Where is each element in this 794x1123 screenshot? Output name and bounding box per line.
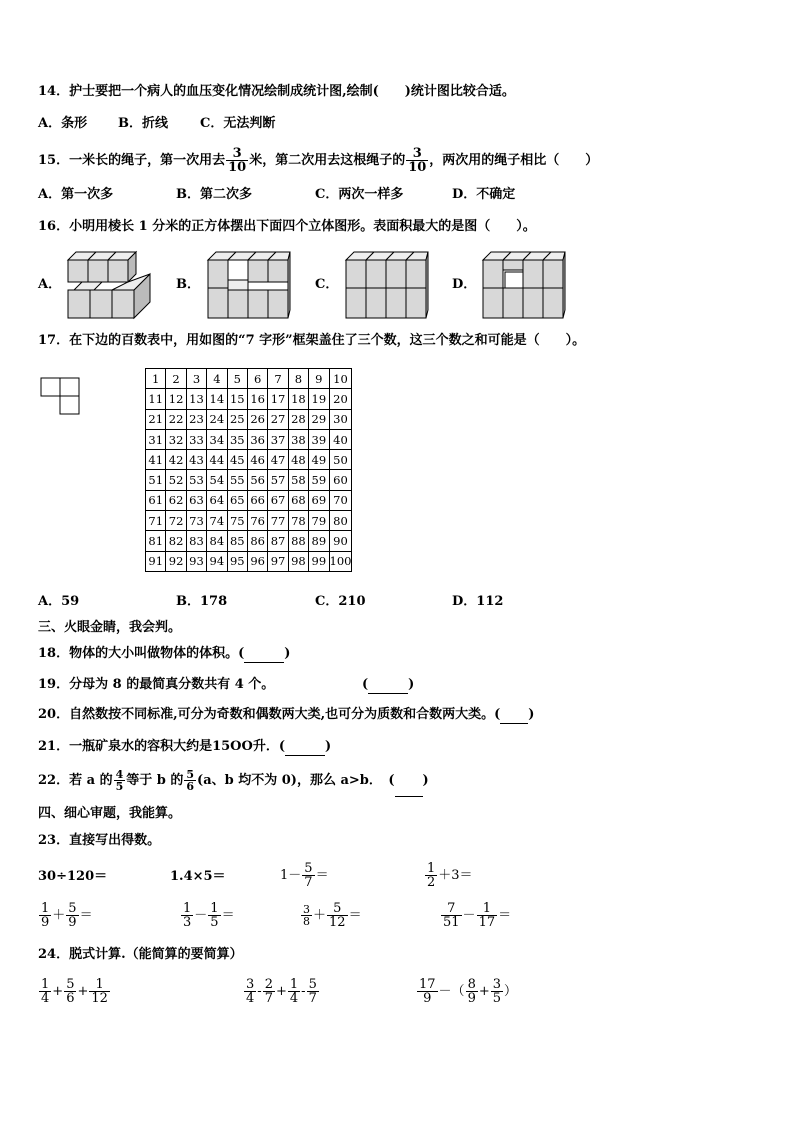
table-cell: 81 bbox=[146, 531, 166, 551]
hundred-number-table bbox=[145, 368, 352, 572]
table-row bbox=[146, 551, 352, 571]
denominator: 6 bbox=[186, 780, 195, 793]
plus: ＋ bbox=[52, 908, 66, 923]
table-cell: 12 bbox=[166, 389, 186, 409]
table-cell: 32 bbox=[166, 429, 186, 449]
table-row bbox=[146, 531, 352, 551]
q21-answer-blank[interactable] bbox=[285, 739, 325, 756]
minus: － bbox=[194, 908, 208, 923]
close-paren: ) bbox=[284, 646, 291, 661]
plus: + bbox=[52, 984, 64, 999]
denominator: 2 bbox=[427, 875, 436, 890]
table-row bbox=[146, 450, 352, 470]
table-cell: 7 bbox=[268, 369, 288, 389]
table-cell: 72 bbox=[166, 511, 186, 531]
table-cell: 26 bbox=[247, 409, 267, 429]
denominator: 6 bbox=[66, 991, 75, 1006]
q23-expr-1: 30÷120＝ bbox=[38, 869, 108, 884]
table-cell: 55 bbox=[227, 470, 247, 490]
q20-answer-blank[interactable] bbox=[500, 707, 528, 724]
table-cell: 85 bbox=[227, 531, 247, 551]
plus: + bbox=[77, 984, 89, 999]
equals: ＝ bbox=[79, 908, 93, 923]
denominator: 7 bbox=[264, 991, 273, 1006]
q15-mid: 米，第二次用去这根绳子的 bbox=[249, 153, 406, 168]
numerator: 5 bbox=[186, 768, 195, 781]
table-cell: 92 bbox=[166, 551, 186, 571]
table-cell: 30 bbox=[329, 409, 352, 429]
table-cell: 37 bbox=[268, 429, 288, 449]
table-cell: 70 bbox=[329, 490, 352, 510]
table-cell: 69 bbox=[309, 490, 329, 510]
table-cell: 61 bbox=[146, 490, 166, 510]
q15-pre: 15．一米长的绳子，第一次用去 bbox=[38, 153, 226, 168]
table-cell: 94 bbox=[207, 551, 227, 571]
numerator: 1 bbox=[89, 978, 110, 992]
table-cell: 86 bbox=[247, 531, 267, 551]
q15-post: ，两次用的绳子相比（ ） bbox=[429, 153, 599, 168]
table-cell: 90 bbox=[329, 531, 352, 551]
denominator: 4 bbox=[41, 991, 50, 1006]
table-cell: 58 bbox=[288, 470, 308, 490]
fraction bbox=[181, 902, 193, 929]
table-cell: 1 bbox=[146, 369, 166, 389]
equals: ＝ bbox=[315, 868, 329, 883]
table-cell: 21 bbox=[146, 409, 166, 429]
table-cell: 97 bbox=[268, 551, 288, 571]
section-4-heading: 四、细心审题，我能算。 bbox=[38, 806, 182, 821]
table-cell: 87 bbox=[268, 531, 288, 551]
q15-option-b: B．第二次多 bbox=[176, 187, 252, 202]
table-cell: 23 bbox=[186, 409, 206, 429]
table-cell: 39 bbox=[309, 429, 329, 449]
table-cell: 24 bbox=[207, 409, 227, 429]
denominator: 10 bbox=[408, 160, 427, 175]
q15-fraction-1 bbox=[226, 147, 248, 174]
fraction bbox=[491, 978, 503, 1005]
table-cell: 15 bbox=[227, 389, 247, 409]
numerator: 5 bbox=[327, 902, 348, 916]
table-cell: 48 bbox=[288, 450, 308, 470]
table-cell: 31 bbox=[146, 429, 166, 449]
table-cell: 74 bbox=[207, 511, 227, 531]
q16-label-b: B． bbox=[176, 277, 200, 292]
table-cell: 41 bbox=[146, 450, 166, 470]
q24-expr-3 bbox=[416, 972, 517, 1012]
table-cell: 84 bbox=[207, 531, 227, 551]
numerator: 7 bbox=[441, 902, 462, 916]
table-cell: 79 bbox=[309, 511, 329, 531]
table-cell: 98 bbox=[288, 551, 308, 571]
cube-figure-a bbox=[66, 250, 154, 322]
table-cell: 62 bbox=[166, 490, 186, 510]
table-cell: 75 bbox=[227, 511, 247, 531]
q19-answer-blank[interactable] bbox=[368, 677, 408, 694]
q23-expr-5 bbox=[38, 896, 93, 936]
equals: ＝ bbox=[498, 908, 512, 923]
q23-expr-3 bbox=[280, 856, 329, 896]
numerator: 1 bbox=[210, 901, 219, 916]
q16-label-d: D． bbox=[452, 277, 477, 292]
q23-title: 23．直接写出得数。 bbox=[38, 833, 161, 848]
q17-option-b: B．178 bbox=[176, 594, 228, 609]
table-cell: 43 bbox=[186, 450, 206, 470]
table-cell: 52 bbox=[166, 470, 186, 490]
close-paren: ) bbox=[422, 773, 429, 788]
table-cell: 51 bbox=[146, 470, 166, 490]
q14-text: 14．护士要把一个病人的血压变化情况绘制成统计图,绘制( )统计图比较合适。 bbox=[38, 84, 515, 99]
table-row bbox=[146, 409, 352, 429]
table-cell: 13 bbox=[186, 389, 206, 409]
table-cell: 2 bbox=[166, 369, 186, 389]
fraction bbox=[39, 902, 51, 929]
q23-expr-4 bbox=[424, 856, 473, 896]
table-cell: 59 bbox=[309, 470, 329, 490]
denominator: 51 bbox=[443, 915, 460, 930]
table-row bbox=[146, 389, 352, 409]
table-row bbox=[146, 369, 352, 389]
fraction bbox=[66, 902, 78, 929]
table-cell: 34 bbox=[207, 429, 227, 449]
q16-label-c: C． bbox=[315, 277, 339, 292]
q18-text bbox=[38, 646, 290, 663]
fraction bbox=[327, 902, 348, 929]
numerator: 3 bbox=[406, 147, 428, 161]
numerator: 3 bbox=[246, 977, 255, 992]
q22-answer-blank[interactable] bbox=[395, 766, 423, 797]
table-cell: 8 bbox=[288, 369, 308, 389]
table-cell: 28 bbox=[288, 409, 308, 429]
fraction bbox=[425, 862, 437, 889]
table-cell: 14 bbox=[207, 389, 227, 409]
q24-expr-1 bbox=[38, 972, 111, 1012]
q16-text: 16．小明用棱长 1 分米的正方体摆出下面四个立体图形。表面积最大的是图（ ）。 bbox=[38, 219, 536, 234]
q22-fraction-2 bbox=[184, 769, 196, 792]
q23-expr-2: 1.4×5＝ bbox=[170, 869, 226, 884]
cube-figure-d bbox=[479, 250, 569, 322]
q19-text: 19．分母为 8 的最简真分数共有 4 个。 bbox=[38, 677, 275, 692]
table-cell: 42 bbox=[166, 450, 186, 470]
table-cell: 47 bbox=[268, 450, 288, 470]
table-cell: 9 bbox=[309, 369, 329, 389]
table-cell: 3 bbox=[186, 369, 206, 389]
table-cell: 22 bbox=[166, 409, 186, 429]
minus-paren: －（ bbox=[438, 984, 465, 999]
table-row bbox=[146, 429, 352, 449]
denominator: 9 bbox=[423, 991, 432, 1006]
numerator: 1 bbox=[183, 901, 192, 916]
q23-expr-8 bbox=[440, 896, 511, 936]
equals: ＝ bbox=[348, 908, 362, 923]
table-cell: 67 bbox=[268, 490, 288, 510]
numerator: 5 bbox=[66, 977, 75, 992]
table-cell: 93 bbox=[186, 551, 206, 571]
q20-statement: 20．自然数按不同标准,可分为奇数和偶数两大类,也可分为质数和合数两大类。( bbox=[38, 707, 501, 722]
fraction bbox=[39, 978, 51, 1005]
q17-option-a: A．59 bbox=[38, 594, 80, 609]
numerator: 1 bbox=[427, 861, 436, 876]
table-cell: 83 bbox=[186, 531, 206, 551]
q23-expr-6 bbox=[180, 896, 235, 936]
table-cell: 4 bbox=[207, 369, 227, 389]
cube-figure-c bbox=[342, 250, 432, 322]
q16-label-a: A． bbox=[38, 277, 62, 292]
table-row bbox=[146, 511, 352, 531]
q21-text bbox=[38, 739, 331, 756]
close-paren: ) bbox=[324, 739, 332, 754]
table-cell: 77 bbox=[268, 511, 288, 531]
seven-shape-frame bbox=[40, 377, 82, 415]
table-cell: 65 bbox=[227, 490, 247, 510]
table-cell: 38 bbox=[288, 429, 308, 449]
table-cell: 25 bbox=[227, 409, 247, 429]
fraction bbox=[302, 862, 314, 889]
table-cell: 89 bbox=[309, 531, 329, 551]
plus: ＋ bbox=[313, 908, 327, 923]
table-cell: 20 bbox=[329, 389, 352, 409]
minus: － bbox=[462, 908, 476, 923]
denominator: 7 bbox=[304, 875, 313, 890]
numerator: 3 bbox=[226, 147, 248, 161]
expr-text: 1－ bbox=[280, 868, 302, 883]
denominator: 5 bbox=[210, 915, 219, 930]
denominator: 5 bbox=[115, 780, 124, 793]
denominator: 9 bbox=[467, 991, 476, 1006]
table-cell: 33 bbox=[186, 429, 206, 449]
denominator: 4 bbox=[246, 991, 255, 1006]
q22-fraction-1 bbox=[114, 769, 126, 792]
numerator: 1 bbox=[289, 977, 299, 992]
denominator: 12 bbox=[91, 991, 108, 1006]
fraction bbox=[301, 904, 312, 927]
table-cell: 63 bbox=[186, 490, 206, 510]
numerator: 8 bbox=[467, 977, 476, 992]
q18-statement: 18．物体的大小叫做物体的体积。( bbox=[38, 646, 245, 661]
table-cell: 49 bbox=[309, 450, 329, 470]
table-cell: 10 bbox=[329, 369, 352, 389]
table-cell: 57 bbox=[268, 470, 288, 490]
numerator: 1 bbox=[477, 902, 498, 916]
fraction bbox=[441, 902, 462, 929]
table-cell: 88 bbox=[288, 531, 308, 551]
q20-text bbox=[38, 707, 534, 724]
close-paren: ) bbox=[408, 677, 415, 692]
q17-option-d: D．112 bbox=[452, 594, 504, 609]
denominator: 9 bbox=[68, 915, 77, 930]
fraction bbox=[417, 978, 438, 1005]
table-cell: 40 bbox=[329, 429, 352, 449]
table-cell: 91 bbox=[146, 551, 166, 571]
q14-option-a: A．条形 bbox=[38, 116, 88, 131]
table-cell: 80 bbox=[329, 511, 352, 531]
table-cell: 99 bbox=[309, 551, 329, 571]
q18-answer-blank[interactable] bbox=[244, 646, 284, 663]
q17-text: 17．在下边的百数表中，用如图的“7 字形”框架盖住了三个数，这三个数之和可能是（ ）。 bbox=[38, 333, 586, 348]
q22-post: (a、b 均不为 0)，那么 a>b． ( bbox=[197, 773, 395, 788]
table-cell: 82 bbox=[166, 531, 186, 551]
q14-option-b: B．折线 bbox=[118, 116, 168, 131]
numerator: 5 bbox=[68, 901, 77, 916]
table-cell: 27 bbox=[268, 409, 288, 429]
q24-title: 24．脱式计算.（能简算的要简算） bbox=[38, 947, 243, 962]
denominator: 8 bbox=[303, 915, 310, 928]
minus: - bbox=[257, 984, 262, 999]
denominator: 10 bbox=[228, 160, 247, 175]
q15-question bbox=[38, 146, 598, 176]
denominator: 12 bbox=[329, 915, 346, 930]
table-row bbox=[146, 470, 352, 490]
denominator: 17 bbox=[478, 915, 496, 930]
fraction bbox=[466, 978, 478, 1005]
numerator: 1 bbox=[41, 977, 50, 992]
fraction bbox=[288, 978, 300, 1005]
denominator: 5 bbox=[492, 991, 502, 1006]
numerator: 5 bbox=[304, 861, 313, 876]
table-cell: 64 bbox=[207, 490, 227, 510]
q15-option-d: D．不确定 bbox=[452, 187, 516, 202]
table-cell: 53 bbox=[186, 470, 206, 490]
table-cell: 54 bbox=[207, 470, 227, 490]
table-cell: 35 bbox=[227, 429, 247, 449]
denominator: 4 bbox=[289, 991, 299, 1006]
fraction bbox=[307, 978, 319, 1005]
q22-pre: 22．若 a 的 bbox=[38, 773, 113, 788]
numerator: 3 bbox=[492, 977, 502, 992]
fraction bbox=[208, 902, 220, 929]
q19-answer: ( ) bbox=[362, 677, 415, 692]
q17-option-c: C．210 bbox=[315, 594, 366, 609]
table-cell: 66 bbox=[247, 490, 267, 510]
table-row bbox=[146, 490, 352, 510]
table-cell: 73 bbox=[186, 511, 206, 531]
section-3-heading: 三、火眼金睛，我会判。 bbox=[38, 620, 182, 635]
close-paren: ) bbox=[528, 707, 535, 722]
q22-text bbox=[38, 766, 429, 797]
q15-option-a: A．第一次多 bbox=[38, 187, 114, 202]
q22-mid: 等于 b 的 bbox=[126, 773, 184, 788]
q23-expr-7 bbox=[300, 896, 362, 936]
table-cell: 45 bbox=[227, 450, 247, 470]
table-cell: 50 bbox=[329, 450, 352, 470]
table-cell: 60 bbox=[329, 470, 352, 490]
q15-option-c: C．两次一样多 bbox=[315, 187, 404, 202]
minus: - bbox=[301, 984, 306, 999]
numerator: 3 bbox=[303, 903, 310, 916]
table-cell: 68 bbox=[288, 490, 308, 510]
numerator: 17 bbox=[419, 977, 436, 992]
table-cell: 100 bbox=[329, 551, 352, 571]
fraction bbox=[477, 902, 498, 929]
equals: ＝ bbox=[221, 908, 235, 923]
denominator: 3 bbox=[183, 915, 192, 930]
numerator: 5 bbox=[308, 977, 317, 992]
table-cell: 18 bbox=[288, 389, 308, 409]
table-cell: 17 bbox=[268, 389, 288, 409]
q21-statement: 21．一瓶矿泉水的容积大约是15OO升．( bbox=[38, 739, 285, 754]
table-cell: 76 bbox=[247, 511, 267, 531]
cube-figure-b bbox=[204, 250, 294, 322]
table-cell: 56 bbox=[247, 470, 267, 490]
table-cell: 36 bbox=[247, 429, 267, 449]
table-cell: 46 bbox=[247, 450, 267, 470]
table-cell: 78 bbox=[288, 511, 308, 531]
table-cell: 6 bbox=[247, 369, 267, 389]
plus: + bbox=[478, 984, 490, 999]
q14-option-c: C．无法判断 bbox=[200, 116, 276, 131]
denominator: 7 bbox=[308, 991, 317, 1006]
table-cell: 16 bbox=[247, 389, 267, 409]
table-cell: 71 bbox=[146, 511, 166, 531]
fraction bbox=[89, 978, 110, 1005]
table-cell: 96 bbox=[247, 551, 267, 571]
table-cell: 95 bbox=[227, 551, 247, 571]
table-cell: 29 bbox=[309, 409, 329, 429]
numerator: 2 bbox=[264, 977, 273, 992]
close-paren: ） bbox=[504, 984, 518, 999]
q15-fraction-2 bbox=[406, 147, 428, 174]
fraction bbox=[64, 978, 76, 1005]
table-cell: 19 bbox=[309, 389, 329, 409]
table-cell: 44 bbox=[207, 450, 227, 470]
table-cell: 5 bbox=[227, 369, 247, 389]
numerator: 1 bbox=[41, 901, 50, 916]
fraction bbox=[263, 978, 275, 1005]
q24-expr-2 bbox=[243, 972, 320, 1012]
expr-text: ＋3＝ bbox=[438, 868, 473, 883]
fraction bbox=[244, 978, 256, 1005]
table-cell: 11 bbox=[146, 389, 166, 409]
denominator: 9 bbox=[41, 915, 50, 930]
numerator: 4 bbox=[115, 768, 124, 781]
plus: + bbox=[275, 984, 287, 999]
